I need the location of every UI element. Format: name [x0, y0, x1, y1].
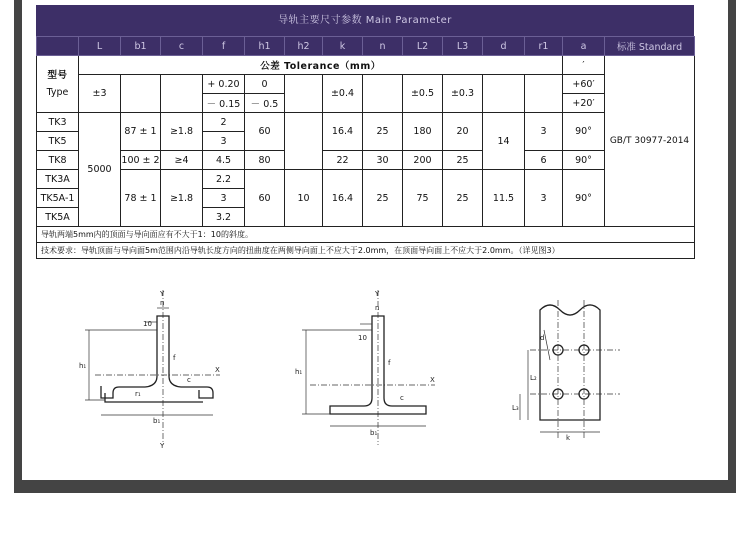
header-cell: h2: [285, 37, 323, 56]
model-type-cell: [37, 56, 79, 113]
tol-a-lower: +20′: [563, 94, 605, 113]
tol-k: ±0.4: [323, 75, 363, 113]
tol-f-lower: － 0.15: [203, 94, 245, 113]
label-y-bottom: Y: [160, 442, 165, 450]
header-row: [37, 37, 695, 56]
tol-r1: [525, 75, 563, 113]
h1-value: 60: [245, 113, 285, 151]
f-value: 3.2: [203, 208, 245, 227]
tol-b1: [121, 75, 161, 113]
tolerance-row-upper: [37, 75, 695, 94]
header-cell: L3: [443, 37, 483, 56]
header-cell: a: [563, 37, 605, 56]
tol-f-upper: + 0.20: [203, 75, 245, 94]
table-title: 导轨主要尺寸参数 Main Parameter: [36, 5, 694, 36]
f-value: 3: [203, 189, 245, 208]
tol-n: [363, 75, 403, 113]
tolerance-label: 公差 Tolerance（mm）: [79, 56, 563, 75]
rail-drawing-2: [290, 290, 440, 450]
label-k: k: [566, 434, 571, 442]
r1-value: 6: [525, 151, 563, 170]
tol-d: [483, 75, 525, 113]
header-cell: c: [161, 37, 203, 56]
d-value: 14: [483, 113, 525, 170]
a-value: 90°: [563, 170, 605, 227]
b1-value: 87 ± 1: [121, 113, 161, 151]
header-cell: L2: [403, 37, 443, 56]
model-label: 型号: [47, 70, 68, 81]
tol-h1-upper: 0: [245, 75, 285, 94]
label-x: X: [430, 376, 435, 384]
tol-h2: [285, 75, 323, 113]
label-c: c: [187, 376, 191, 384]
r1-value: 3: [525, 113, 563, 151]
header-cell: b1: [121, 37, 161, 56]
model-tk5: TK5: [37, 132, 79, 151]
L3-value: 25: [443, 151, 483, 170]
table-row: [37, 170, 695, 189]
model-tk5a: TK5A: [37, 208, 79, 227]
label-h1: h₁: [79, 362, 87, 370]
b1-value: 78 ± 1: [121, 170, 161, 227]
L3-value: 20: [443, 113, 483, 151]
drawings-area: [60, 290, 660, 450]
h2-value: 10: [285, 170, 323, 227]
header-cell: [37, 37, 79, 56]
f-value: 4.5: [203, 151, 245, 170]
c-value: ≥1.8: [161, 113, 203, 151]
L-value: 5000: [79, 113, 121, 227]
tolerance-label-row: [37, 56, 695, 75]
k-value: 22: [323, 151, 363, 170]
header-cell: 标准 Standard: [605, 37, 695, 56]
k-value: 16.4: [323, 113, 363, 151]
label-ten: 10: [143, 320, 152, 328]
b1-value: 100 ± 2: [121, 151, 161, 170]
tol-c: [161, 75, 203, 113]
L2-value: 75: [403, 170, 443, 227]
label-n: n: [160, 299, 165, 307]
c-value: ≥4: [161, 151, 203, 170]
model-tk5a1: TK5A-1: [37, 189, 79, 208]
label-r1: r₁: [135, 390, 141, 398]
header-cell: r1: [525, 37, 563, 56]
note-row: [37, 243, 695, 259]
n-value: 25: [363, 170, 403, 227]
label-ten: 10: [358, 334, 367, 342]
standard-cell: GB/T 30977-2014: [605, 56, 695, 227]
label-b1: b₁: [153, 417, 161, 425]
f-value: 3: [203, 132, 245, 151]
model-tk3: TK3: [37, 113, 79, 132]
note-technical-requirement: 技术要求：导轨顶面与导向面5m范围内沿导轨长度方向的扭曲度在两侧导向面上不应大于2.0mm，在顶面导向面上不应大于2.0mm。（详见图3）: [37, 243, 695, 259]
a-value: 90°: [563, 151, 605, 170]
f-value: 2: [203, 113, 245, 132]
header-cell: k: [323, 37, 363, 56]
header-cell: f: [203, 37, 245, 56]
type-label: Type: [46, 87, 69, 98]
n-value: 30: [363, 151, 403, 170]
label-y-top: Y: [375, 290, 380, 298]
label-l2: L₂: [530, 374, 537, 382]
h1-value: 60: [245, 170, 285, 227]
main-parameter-table: [36, 36, 695, 259]
label-h1: h₁: [295, 368, 303, 376]
table-row: [37, 151, 695, 170]
table-row: [37, 113, 695, 132]
label-d: d: [540, 334, 545, 342]
d-value: 11.5: [483, 170, 525, 227]
label-n: n: [375, 304, 380, 312]
h2-value: [285, 113, 323, 170]
L2-value: 200: [403, 151, 443, 170]
note-row: [37, 227, 695, 243]
note-slope: 导轨两端5mm内的顶面与导向面应有不大于1：10的斜度。: [37, 227, 695, 243]
model-tk3a: TK3A: [37, 170, 79, 189]
L2-value: 180: [403, 113, 443, 151]
model-tk8: TK8: [37, 151, 79, 170]
r1-value: 3: [525, 170, 563, 227]
label-f: f: [388, 359, 391, 367]
label-f: f: [173, 354, 176, 362]
label-x: X: [215, 366, 220, 374]
n-value: 25: [363, 113, 403, 151]
header-cell: L: [79, 37, 121, 56]
tol-L: ±3: [79, 75, 121, 113]
header-cell: d: [483, 37, 525, 56]
tol-h1-lower: － 0.5: [245, 94, 285, 113]
c-value: ≥1.8: [161, 170, 203, 227]
tol-L3: ±0.3: [443, 75, 483, 113]
a-value: 90°: [563, 113, 605, 151]
label-c: c: [400, 394, 404, 402]
header-cell: h1: [245, 37, 285, 56]
L3-value: 25: [443, 170, 483, 227]
header-cell: n: [363, 37, 403, 56]
label-l3: L₃: [512, 404, 519, 412]
k-value: 16.4: [323, 170, 363, 227]
label-b1: b₁: [370, 429, 378, 437]
tol-a-upper: +60′: [563, 75, 605, 94]
label-y-top: Y: [160, 290, 165, 298]
tol-a-top: ′: [563, 56, 605, 75]
h1-value: 80: [245, 151, 285, 170]
tol-L2: ±0.5: [403, 75, 443, 113]
f-value: 2.2: [203, 170, 245, 189]
rail-drawing-3: [510, 290, 650, 450]
rail-drawing-1: [75, 290, 225, 450]
